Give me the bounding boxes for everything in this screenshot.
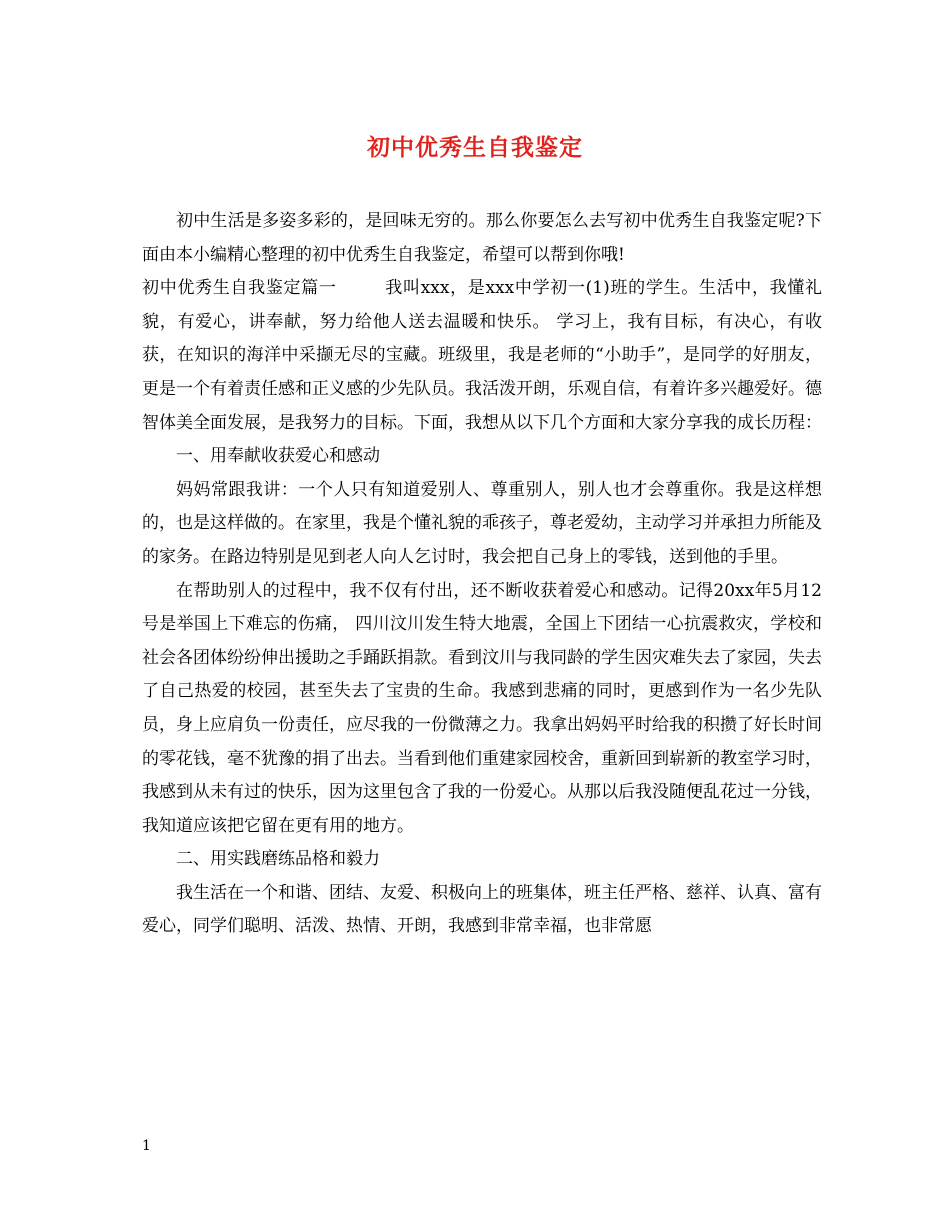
- document-title: 初中优秀生自我鉴定: [367, 134, 583, 161]
- intro-paragraph: 初中生活是多姿多彩的，是回味无穷的。那么你要怎么去写初中优秀生自我鉴定呢?下面由本小编精心整理的初中优秀生自我鉴定，希望可以帮到你哦!: [142, 211, 822, 265]
- part-one-paragraph: [142, 272, 822, 440]
- section-heading-2: 二、用实践磨练品格和毅力: [176, 849, 380, 870]
- part-heading: 初中优秀生自我鉴定篇一: [142, 278, 337, 299]
- section-1-paragraph-1: 妈妈常跟我讲：一个人只有知道爱别人、尊重别人，别人也才会尊重你。我是这样想的，也是这样做的。在家里，我是个懂礼貌的乖孩子，尊老爱幼，主动学习并承担力所能及的家务。在路边特别是见到老人向人乞讨时，我会把自己身上的零钱，送到他的手里。: [142, 479, 822, 567]
- section-2-paragraph-1: 我生活在一个和谐、团结、友爱、积极向上的班集体，班主任严格、慈祥、认真、富有爱心，同学们聪明、活泼、热情、开朗，我感到非常幸福，也非常愿: [142, 882, 822, 937]
- section-1-paragraph-2: 在帮助别人的过程中，我不仅有付出，还不断收获着爱心和感动。记得20xx年5月12号是举国上下难忘的伤痛， 四川汶川发生特大地震，全国上下团结一心抗震救灾，学校和社会各团体纷纷伸出援助之手踊跃捐款。看到汶川与我同龄的学生因灾难失去了家园，失去了自己热爱的校园，甚至失去了宝贵的生命。我感到悲痛的同时，更感到作为一名少先队员，身上应肩负一份责任，应尽我的一份微薄之力。我拿出妈妈平时给我的积攒了好长时间的零花钱，毫不犹豫的捐了出去。当看到他们重建家园校舍，重新回到崭新的教室学习时，我感到从未有过的快乐，因为这里包含了我的一份爱心。从那以后我没随便乱花过一分钱，我知道应该把它留在更有用的地方。: [142, 580, 822, 836]
- section-heading-1: 一、用奉献收获爱心和感动: [176, 446, 380, 467]
- page-number: 1: [142, 1138, 151, 1154]
- document-body: [142, 205, 822, 944]
- part-opening-text: 我叫xxx，是xxx中学初一(1)班的学生。生活中，我懂礼貌，有爱心，讲奉献，努力给他人送去温暖和快乐。 学习上，我有目标，有决心，有收获，在知识的海洋中采撷无尽的宝藏。班级里，我是老师的“小助手”，是同学的好朋友，更是一个有着责任感和正义感的少先队员。我活泼开朗，乐观自信，有着许多兴趣爱好。德智体美全面发展，是我努力的目标。下面，我想从以下几个方面和大家分享我的成长历程：: [142, 278, 823, 433]
